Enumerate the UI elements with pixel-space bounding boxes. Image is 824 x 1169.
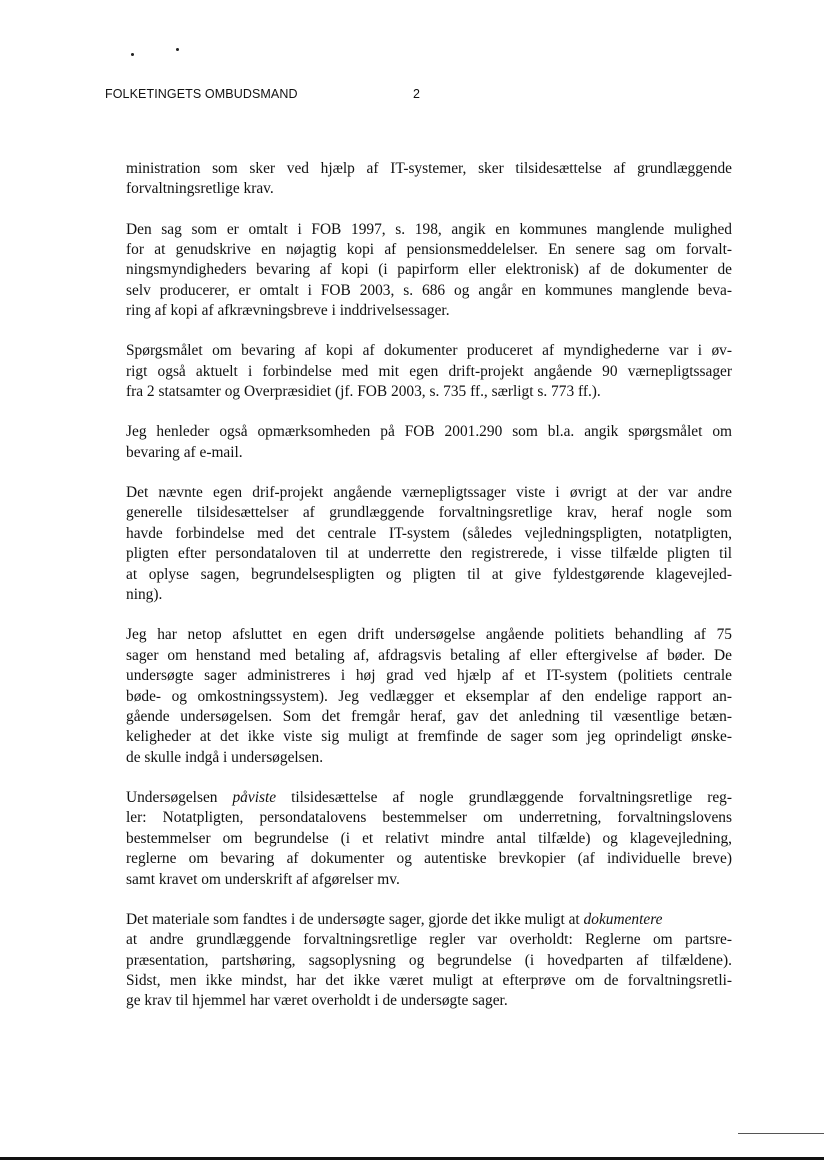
text-line [126, 788, 732, 808]
text-line: samt kravet om underskrift af afgørelser mv. [126, 870, 400, 888]
text-line: ning). [126, 586, 163, 604]
text-line: Sidst, men ikke mindst, har det ikke været muligt at efterprøve om de forvaltningsretli- [126, 971, 732, 989]
text-line: pligten efter persondataloven til at underrette den registrerede, i visse tilfælde pligten til [126, 545, 732, 563]
text-line: ge krav til hjemmel har været overholdt i de undersøgte sager. [126, 992, 508, 1010]
body-paragraph [126, 159, 732, 200]
text-line: ministration som sker ved hjælp af IT-systemer, sker tilsidesættelse af grundlæggende [126, 160, 732, 177]
text-line: bestemmelser om begrundelse (i et relativt mindre antal tilfælde) og klagevejledning, [126, 829, 732, 847]
text-line: præsentation, partshøring, sagsoplysning og begrundelse (i hovedparten af tilfældene). [126, 951, 732, 969]
text-line: generelle tilsidesættelser af grundlæggende forvaltningsretlige krav, heraf nogle som [126, 504, 732, 522]
text-line: ler: Notatpligten, persondatalovens bestemmelser om underretning, forvaltningslovens [126, 809, 732, 827]
text-line: de skulle indgå i undersøgelsen. [126, 748, 324, 766]
page-number: 2 [413, 87, 420, 101]
text-line: undersøgte sager administreres i høj grad ved hjælp af et IT-system (politiets centrale [126, 667, 732, 685]
text-line: forvaltningsretlige krav. [126, 180, 274, 198]
running-header: FOLKETINGETS OMBUDSMAND [105, 87, 298, 101]
text-line: rigt også aktuelt i forbindelse med mit egen drift-projekt angående 90 værnepligtssager [126, 362, 732, 380]
text-line [126, 910, 732, 930]
text-run: Det materiale som fandtes i de undersøgte sager, gjorde det ikke muligt at [126, 910, 584, 928]
footer-rule [0, 1157, 824, 1160]
text-line: havde forbindelse med det centrale IT-system (således vejledningspligten, notatpligten, [126, 524, 732, 542]
text-line: sager om henstand med betaling af, afdragsvis betaling af eller eftergivelse af bøder. De [126, 646, 732, 664]
scan-speck [131, 53, 134, 56]
text-line: at oplyse sagen, begrundelsespligten og pligten til at give fyldestgørende klagevejled- [126, 565, 732, 583]
body-paragraph [126, 341, 732, 402]
letter-body [126, 159, 732, 1032]
text-line: bøde- og omkostningssystem). Jeg vedlægger et eksemplar af den endelige rapport an- [126, 687, 732, 705]
text-line: Det nævnte egen drif-projekt angående værnepligtssager viste i øvrigt at der var andre [126, 484, 732, 502]
body-paragraph [126, 625, 732, 768]
text-line: gående undersøgelsen. Som det fremgår heraf, gav det anledning til væsentlige betæn- [126, 707, 732, 725]
text-run: Undersøgelsen [126, 788, 233, 806]
body-paragraph [126, 422, 732, 463]
text-line: Jeg henleder også opmærksomheden på FOB 2001.290 som bl.a. angik spørgsmålet om [126, 423, 732, 441]
text-run: tilsidesættelse af nogle grundlæggende forvaltningsretlige reg- [276, 788, 733, 806]
body-paragraph [126, 220, 732, 322]
text-line: selv producerer, er omtalt i FOB 2003, s. 686 og angår en kommunes manglende beva- [126, 281, 732, 299]
footer-rule-short [738, 1133, 824, 1134]
text-line: ring af kopi af afkrævningsbreve i inddrivelsessager. [126, 302, 450, 320]
text-line: for at genudskrive en nøjagtig kopi af pensionsmeddelelser. En senere sag om forvalt- [126, 241, 732, 259]
text-line: Spørgsmålet om bevaring af kopi af dokumenter produceret af myndighederne var i øv- [126, 342, 732, 360]
emphasis: påviste [232, 788, 277, 806]
text-line: reglerne om bevaring af dokumenter og autentiske brevkopier (af individuelle breve) [126, 850, 732, 868]
emphasis: dokumentere [583, 910, 663, 928]
body-paragraph [126, 910, 732, 1012]
text-line: Den sag som er omtalt i FOB 1997, s. 198, angik en kommunes manglende mulighed [126, 220, 732, 238]
text-line: bevaring af e-mail. [126, 443, 243, 461]
text-line: keligheder at det ikke viste sig muligt at fremfinde de sager som jeg oprindeligt ønske- [126, 728, 732, 746]
scan-speck [176, 48, 179, 51]
text-line: ningsmyndigheders bevaring af kopi (i papirform eller elektronisk) af de dokumenter de [126, 261, 732, 279]
text-line: fra 2 statsamter og Overpræsidiet (jf. FOB 2003, s. 735 ff., særligt s. 773 ff.). [126, 383, 601, 401]
text-line: at andre grundlæggende forvaltningsretlige regler var overholdt: Reglerne om partsre- [126, 931, 732, 949]
text-line: Jeg har netop afsluttet en egen drift undersøgelse angående politiets behandling af 75 [126, 626, 732, 644]
body-paragraph [126, 483, 732, 605]
body-paragraph [126, 788, 732, 890]
